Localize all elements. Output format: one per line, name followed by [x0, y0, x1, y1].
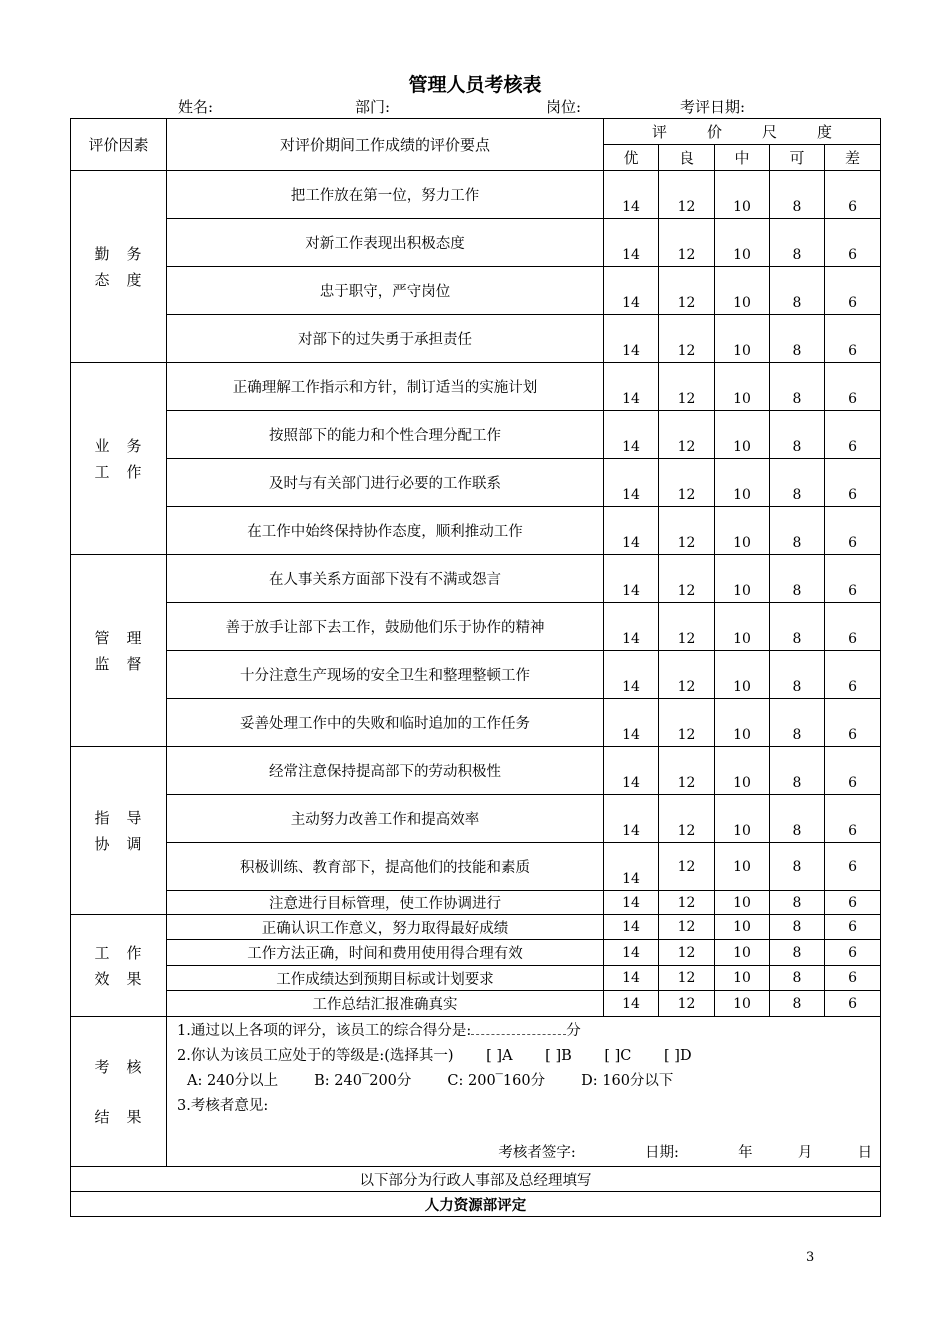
score-option[interactable]: 6: [825, 891, 881, 915]
score-option[interactable]: 10: [715, 991, 770, 1017]
criteria-row: [71, 843, 881, 891]
score-option[interactable]: 14: [604, 267, 659, 315]
score-option[interactable]: 8: [770, 603, 825, 651]
criteria-row: [71, 795, 881, 843]
factor-name-line: 监 督: [94, 654, 143, 673]
score-option[interactable]: 8: [770, 966, 825, 991]
score-option[interactable]: 14: [604, 363, 659, 411]
factor-name-line: 指 导: [94, 808, 143, 827]
post-label: 岗位:: [546, 98, 582, 116]
score-option[interactable]: 6: [825, 363, 881, 411]
score-option[interactable]: 10: [715, 747, 770, 795]
score-option[interactable]: 10: [715, 651, 770, 699]
score-option[interactable]: 14: [604, 459, 659, 507]
score-option[interactable]: 6: [825, 603, 881, 651]
score-option[interactable]: 6: [825, 699, 881, 747]
score-option[interactable]: 14: [604, 940, 659, 966]
criteria-row: [71, 966, 881, 991]
score-option[interactable]: 10: [715, 363, 770, 411]
criteria-row: [71, 411, 881, 459]
grade-range: C: 200‾160分: [447, 1073, 546, 1089]
score-option[interactable]: 10: [715, 940, 770, 966]
score-option[interactable]: 10: [715, 267, 770, 315]
criteria-text: 在人事关系方面部下没有不满或怨言: [167, 555, 604, 603]
score-option[interactable]: 8: [770, 171, 825, 219]
opinion-label: 3.考核者意见:: [177, 1098, 269, 1114]
page-number: 3: [806, 1250, 815, 1265]
score-option[interactable]: 6: [825, 843, 881, 891]
score-option[interactable]: 6: [825, 507, 881, 555]
criteria-text: 对部下的过失勇于承担责任: [167, 315, 604, 363]
score-unit: 分: [566, 1023, 581, 1039]
form-title: 管理人员考核表: [408, 74, 542, 96]
hr-evaluation-title: 人力资源部评定: [71, 1192, 881, 1217]
grade-header: 可: [770, 145, 825, 171]
score-option[interactable]: 10: [715, 219, 770, 267]
score-option[interactable]: 6: [825, 795, 881, 843]
criteria-row: [71, 363, 881, 411]
score-option[interactable]: 8: [770, 940, 825, 966]
result-label-line: 结 果: [94, 1107, 143, 1126]
scale-char: 尺: [762, 123, 778, 141]
factor-name: [71, 363, 167, 555]
score-option[interactable]: 8: [770, 363, 825, 411]
criteria-row: [71, 171, 881, 219]
criteria-row: [71, 940, 881, 966]
scale-char: 评: [652, 123, 668, 141]
criteria-text: 及时与有关部门进行必要的工作联系: [167, 459, 604, 507]
score-option[interactable]: 12: [659, 459, 715, 507]
score-option[interactable]: 12: [659, 219, 715, 267]
grade-ranges: [177, 1069, 872, 1094]
score-option[interactable]: 8: [770, 555, 825, 603]
month-label: 月: [797, 1145, 813, 1161]
grade-option-a[interactable]: [ ]A: [486, 1048, 513, 1064]
scale-char: 价: [707, 123, 723, 141]
score-option[interactable]: 12: [659, 843, 715, 891]
criteria-text: 经常注意保持提高部下的劳动积极性: [167, 747, 604, 795]
criteria-row: [71, 991, 881, 1017]
grade-option-c[interactable]: [ ]C: [604, 1048, 632, 1064]
score-option[interactable]: 12: [659, 966, 715, 991]
grade-range: A: 240分以上: [187, 1073, 279, 1089]
score-option[interactable]: 10: [715, 603, 770, 651]
criteria-row: [71, 747, 881, 795]
score-option[interactable]: 8: [770, 699, 825, 747]
criteria-text: 工作成绩达到预期目标或计划要求: [167, 966, 604, 991]
score-option[interactable]: 12: [659, 651, 715, 699]
factor-name-line: 勤 务: [94, 244, 143, 263]
criteria-row: [71, 507, 881, 555]
grade-option-b[interactable]: [ ]B: [545, 1048, 572, 1064]
score-line: [177, 1019, 872, 1044]
grade-header: 优: [604, 145, 659, 171]
factor-name: [71, 747, 167, 915]
score-option[interactable]: 6: [825, 915, 881, 940]
criteria-text: 对新工作表现出积极态度: [167, 219, 604, 267]
grade-header: 差: [825, 145, 881, 171]
footer-note: 以下部分为行政人事部及总经理填写: [71, 1167, 881, 1192]
score-option[interactable]: 8: [770, 915, 825, 940]
criteria-row: [71, 267, 881, 315]
result-label-line: 考 核: [94, 1057, 143, 1076]
score-option[interactable]: 8: [770, 267, 825, 315]
score-option[interactable]: 12: [659, 555, 715, 603]
criteria-text: 积极训练、教育部下，提高他们的技能和素质: [167, 843, 604, 891]
score-option[interactable]: 6: [825, 747, 881, 795]
score-option[interactable]: 14: [604, 991, 659, 1017]
score-option[interactable]: 6: [825, 219, 881, 267]
criteria-text: 在工作中始终保持协作态度，顺利推动工作: [167, 507, 604, 555]
score-option[interactable]: 14: [604, 171, 659, 219]
score-option[interactable]: 8: [770, 795, 825, 843]
header-points: 对评价期间工作成绩的评价要点: [167, 119, 604, 171]
score-option[interactable]: 6: [825, 459, 881, 507]
signature-line: [177, 1141, 872, 1166]
grade-header: 良: [659, 145, 715, 171]
factor-name: [71, 915, 167, 1017]
name-label: 姓名:: [178, 98, 214, 116]
score-option[interactable]: 8: [770, 219, 825, 267]
score-option[interactable]: 14: [604, 603, 659, 651]
score-option[interactable]: 14: [604, 891, 659, 915]
score-option[interactable]: 12: [659, 991, 715, 1017]
score-option[interactable]: 12: [659, 363, 715, 411]
score-option[interactable]: 6: [825, 966, 881, 991]
score-option[interactable]: 12: [659, 747, 715, 795]
criteria-text: 工作总结汇报准确真实: [167, 991, 604, 1017]
criteria-row: [71, 603, 881, 651]
year-label: 年: [738, 1145, 753, 1161]
day-label: 日: [857, 1145, 873, 1161]
score-option[interactable]: 12: [659, 915, 715, 940]
factor-name-line: 工 作: [94, 943, 143, 962]
score-option[interactable]: 14: [604, 795, 659, 843]
criteria-text: 按照部下的能力和个性合理分配工作: [167, 411, 604, 459]
review-date-label: 考评日期:: [680, 98, 746, 116]
factor-name: [71, 171, 167, 363]
score-option[interactable]: 10: [715, 915, 770, 940]
score-option[interactable]: 8: [770, 651, 825, 699]
grade-line: [177, 1044, 872, 1069]
score-option[interactable]: 14: [604, 651, 659, 699]
criteria-text: 忠于职守，严守岗位: [167, 267, 604, 315]
factor-name-line: 业 务: [94, 436, 143, 455]
criteria-text: 正确认识工作意义，努力取得最好成绩: [167, 915, 604, 940]
score-option[interactable]: 10: [715, 966, 770, 991]
grade-prompt: 2.你认为该员工应处于的等级是:(选择其一): [177, 1048, 454, 1064]
grade-option-d[interactable]: [ ]D: [664, 1048, 692, 1064]
score-option[interactable]: 10: [715, 795, 770, 843]
criteria-text: 主动努力改善工作和提高效率: [167, 795, 604, 843]
score-option[interactable]: 12: [659, 507, 715, 555]
header-scale: [604, 119, 881, 145]
criteria-row: [71, 219, 881, 267]
score-option[interactable]: 6: [825, 171, 881, 219]
criteria-row: [71, 315, 881, 363]
criteria-text: 工作方法正确，时间和费用使用得合理有效: [167, 940, 604, 966]
score-option[interactable]: 8: [770, 891, 825, 915]
score-option[interactable]: 6: [825, 940, 881, 966]
score-option[interactable]: 12: [659, 315, 715, 363]
score-option[interactable]: 10: [715, 699, 770, 747]
score-option[interactable]: 12: [659, 795, 715, 843]
score-option[interactable]: 6: [825, 267, 881, 315]
score-option[interactable]: 12: [659, 603, 715, 651]
score-prompt: 1.通过以上各项的评分，该员工的综合得分是:: [177, 1023, 472, 1039]
grade-header: 中: [715, 145, 770, 171]
score-option[interactable]: 14: [604, 843, 659, 891]
score-option[interactable]: 12: [659, 699, 715, 747]
total-score-field[interactable]: [471, 1020, 566, 1035]
score-option[interactable]: 10: [715, 459, 770, 507]
criteria-text: 善于放手让部下去工作，鼓励他们乐于协作的精神: [167, 603, 604, 651]
score-option[interactable]: 8: [770, 411, 825, 459]
result-label: [71, 1017, 167, 1167]
result-content: [167, 1017, 881, 1167]
result-row: [71, 1017, 881, 1167]
factor-name-line: 协 调: [94, 834, 143, 853]
score-option[interactable]: 10: [715, 507, 770, 555]
score-option[interactable]: 12: [659, 940, 715, 966]
score-option[interactable]: 8: [770, 991, 825, 1017]
score-option[interactable]: 8: [770, 843, 825, 891]
score-option[interactable]: 8: [770, 507, 825, 555]
score-option[interactable]: 14: [604, 747, 659, 795]
factor-name-line: 工 作: [94, 462, 143, 481]
score-option[interactable]: 10: [715, 555, 770, 603]
grade-range: D: 160分以下: [581, 1073, 674, 1089]
score-option[interactable]: 14: [604, 219, 659, 267]
score-option[interactable]: 14: [604, 966, 659, 991]
criteria-text: 妥善处理工作中的失败和临时追加的工作任务: [167, 699, 604, 747]
score-option[interactable]: 8: [770, 315, 825, 363]
score-option[interactable]: 6: [825, 315, 881, 363]
score-option[interactable]: 8: [770, 459, 825, 507]
factor-name-line: 管 理: [94, 628, 143, 647]
score-option[interactable]: 10: [715, 891, 770, 915]
criteria-row: [71, 555, 881, 603]
score-option[interactable]: 12: [659, 411, 715, 459]
criteria-row: [71, 651, 881, 699]
header-factor: 评价因素: [71, 119, 167, 171]
score-option[interactable]: 14: [604, 915, 659, 940]
score-option[interactable]: 14: [604, 315, 659, 363]
score-option[interactable]: 14: [604, 507, 659, 555]
score-option[interactable]: 14: [604, 699, 659, 747]
criteria-text: 把工作放在第一位，努力工作: [167, 171, 604, 219]
score-option[interactable]: 10: [715, 315, 770, 363]
score-option[interactable]: 10: [715, 411, 770, 459]
signature-label: 考核者签字:: [498, 1145, 576, 1161]
score-option[interactable]: 6: [825, 411, 881, 459]
factor-name-line: 效 果: [94, 969, 143, 988]
factor-name-line: 态 度: [94, 270, 143, 289]
criteria-text: 注意进行目标管理，使工作协调进行: [167, 891, 604, 915]
criteria-row: [71, 915, 881, 940]
score-option[interactable]: 8: [770, 747, 825, 795]
score-option[interactable]: 10: [715, 171, 770, 219]
grade-range: B: 240‾200分: [314, 1073, 412, 1089]
criteria-row: [71, 891, 881, 915]
score-option[interactable]: 6: [825, 555, 881, 603]
score-option[interactable]: 12: [659, 267, 715, 315]
evaluation-table: [70, 118, 881, 1217]
criteria-row: [71, 699, 881, 747]
score-option[interactable]: 6: [825, 991, 881, 1017]
score-option[interactable]: 14: [604, 555, 659, 603]
criteria-text: 十分注意生产现场的安全卫生和整理整顿工作: [167, 651, 604, 699]
score-option[interactable]: 12: [659, 891, 715, 915]
factor-name: [71, 555, 167, 747]
score-option[interactable]: 6: [825, 651, 881, 699]
date-label: 日期:: [645, 1145, 679, 1161]
department-label: 部门:: [355, 98, 391, 116]
scale-char: 度: [817, 123, 833, 141]
score-option[interactable]: 14: [604, 411, 659, 459]
criteria-text: 正确理解工作指示和方针，制订适当的实施计划: [167, 363, 604, 411]
criteria-row: [71, 459, 881, 507]
score-option[interactable]: 12: [659, 171, 715, 219]
score-option[interactable]: 10: [715, 843, 770, 891]
